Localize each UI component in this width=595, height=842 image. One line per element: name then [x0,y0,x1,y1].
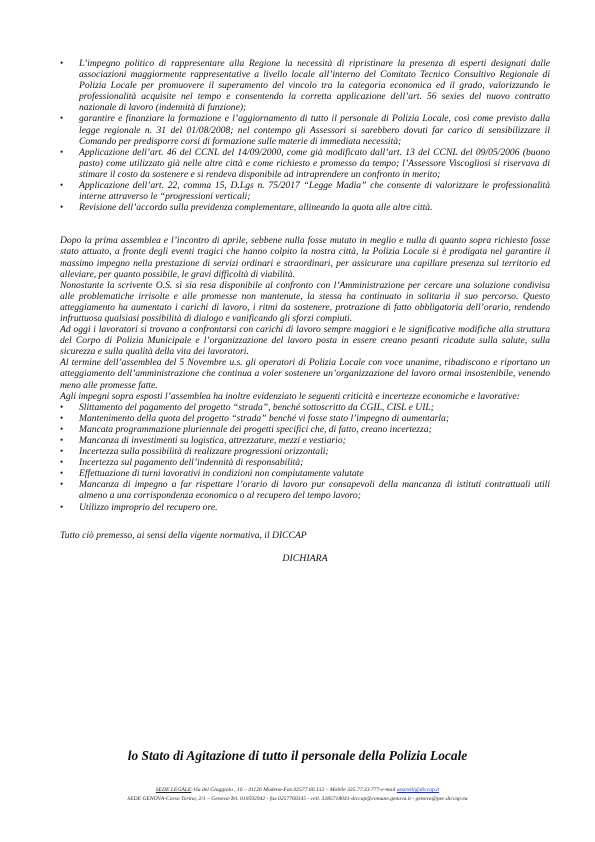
list-item: • Applicazione dell’art. 46 del CCNL del 14/09/2000, come già modificato dall’art. 13 del CCNL del 09/05/2006 (buono pasto) come utilizzato già nelle altre città e come richiesto e promesso da tempo; l’Assessore Viscogliosi si riservava di stimare il costo da sostenere e si rendeva disponibile ad intraprendere un confronto in merito; [60,147,550,180]
list-item: • Incertezza sulla possibilità di realizzare progressioni orizzontali; [60,446,550,457]
footer-legal-label: SEDE LEGALE [155,787,192,793]
spacer [60,224,550,235]
spacer [60,213,550,224]
list-item: • Revisione dell’accordo sulla previdenza complementare, allineando la quota alle altre città. [60,202,550,213]
list-item: • Incertezza sul pagamento dell’indennità di responsabilità; [60,457,550,468]
declares-heading: DICHIARA [282,552,328,564]
paragraph: Ad oggi i lavoratori si trovano a confrontarsi con carichi di lavoro sempre maggiori e le significative modifiche alla struttura del Corpo di Polizia Municipale e l’organizzazione del lavoro posta in essere creano pesanti ricadute sulla salute, sulla sicurezza e sulla qualità della vita dei lavoratori. [60,324,550,358]
issues-list [60,402,550,513]
paragraph: Al termine dell’assemblea del 5 Novembre u.s. gli operatori di Polizia Locale con voce unanime, ribadiscono e riportano un atteggiamento dell’amministrazione che continua a voler sostenere un’organizzazione del lavoro ormai insostenibile, venendo meno alle promesse fatte. [60,357,550,391]
list-item: • garantire e finanziare la formazione e l’aggiornamento di tutto il personale di Polizia Locale, così come previsto dalla legge regionale n. 31 del 01/08/2008; nel contempo gli Assessori si sarebbero dovuti far carico di sensibilizzare il Comando per predisporre corsi di formazione sulle materie di immediata necessità; [60,113,550,146]
list-item: • L’impegno politico di rappresentare alla Regione la necessità di ripristinare la presenza di esperti designati dalle associazioni maggiormente rappresentative a livello locale all’interno del Comitato Tecnico Consultivo Regionale di Polizia Locale per promuovere il superamento del vincolo tra la categoria economica ed il grado, valorizzando le professionalità acquisite nel tempo e consentendo la corretta applicazione dell’art. 56 sexies del nuovo contratto nazionale di lavoro (indennità di funzione); [60,58,550,113]
list-item: • Applicazione dell’art. 22, comma 15, D.Lgs n. 75/2017 “Legge Madia” che consente di valorizzare le professionalità interne attraverso le “progressioni verticali; [60,180,550,202]
paragraph: Nonostante la scrivente O.S. si sia resa disponibile al confronto con l’Amministrazione per cercare una soluzione condivisa alle problematiche irrisolte e alle promesse non mantenute, la stessa ha continuato in solitaria il suo percorso. Questo atteggiamento ha aumentato i carichi di lavoro, i ritmi da sostenere, protrazione di fatto obbligatoria dell’orario, rendendo infruttuosa qualsiasi possibilità di dialogo e vanificando gli sforzi compiuti. [60,279,550,324]
declaration-headline: lo Stato di Agitazione di tutto il personale della Polizia Locale [127,748,468,763]
footer-line-genova: SEDE GENOVA-Corso Torino, 2/1 – Genova-Tel. 010592942 - fax 0257760345 - cell. 3285718041-diccap@comune.genova.it - genova@pec.diccap.eu [127,796,468,802]
list-item: • Mancanza di impegno a far rispettare l’orario di lavoro pur consapevoli della mancanza di istituti contrattuali utili almeno a una corrispondenza economica o al recupero del tempo lavoro; [60,479,550,501]
list-item: • Utilizzo improprio del recupero ore. [60,502,550,513]
list-item: • Effettuazione di turni lavorativi in condizioni non compiutamente valutate [60,468,550,479]
commitments-list [60,58,550,213]
paragraph: Agli impegni sopra esposti l’assemblea ha inoltre evidenziato le seguenti criticità e incertezze economiche e lavorative: [60,390,520,402]
spacer [60,541,550,547]
letterhead-footer [0,786,595,804]
list-item: • Mancanza di investimenti su logistica, attrezzature, mezzi e vestiario; [60,435,550,446]
list-item: • Slittamento del pagamento del progetto “strada”, benché sottoscritto da CGIL, CISL e UIL; [60,402,550,413]
spacer [60,513,550,524]
premise-text: Tutto ciò premesso, ai sensi della vigente normativa, il DICCAP [60,529,307,541]
footer-line-legal [0,786,595,795]
list-item: • Mancata programmazione pluriennale dei progetti specifici che, di fatto, creano incertezza; [60,424,550,435]
paragraph: Dopo la prima assemblea e l’incontro di aprile, sebbene nulla fosse mutato in meglio e nulla di quanto sopra richiesto fosse stato attuato, a fronte degli eventi tragici che hanno colpito la nostra città, la Polizia Locale si è prodigata nel garantire il massimo impegno nella prestazione di servizi ordinari e straordinari, per assicurare una capillare presenza sul territorio ed alleviare, per quanto possibile, le gravi difficoltà di viabilità. [60,235,550,280]
list-item: • Mantenimento della quota del progetto “strada” benché vi fosse stato l’impegno di aumentarla; [60,413,550,424]
document-body [60,58,550,564]
footer-email-link[interactable]: assirelli@diccap.it [396,787,440,793]
footer-legal-address: -Via del Giaggiolo , 16 – 41126 Modena-Fax.02577.60.132 – Mobile 335.77.33.777-e-mail [191,787,397,793]
